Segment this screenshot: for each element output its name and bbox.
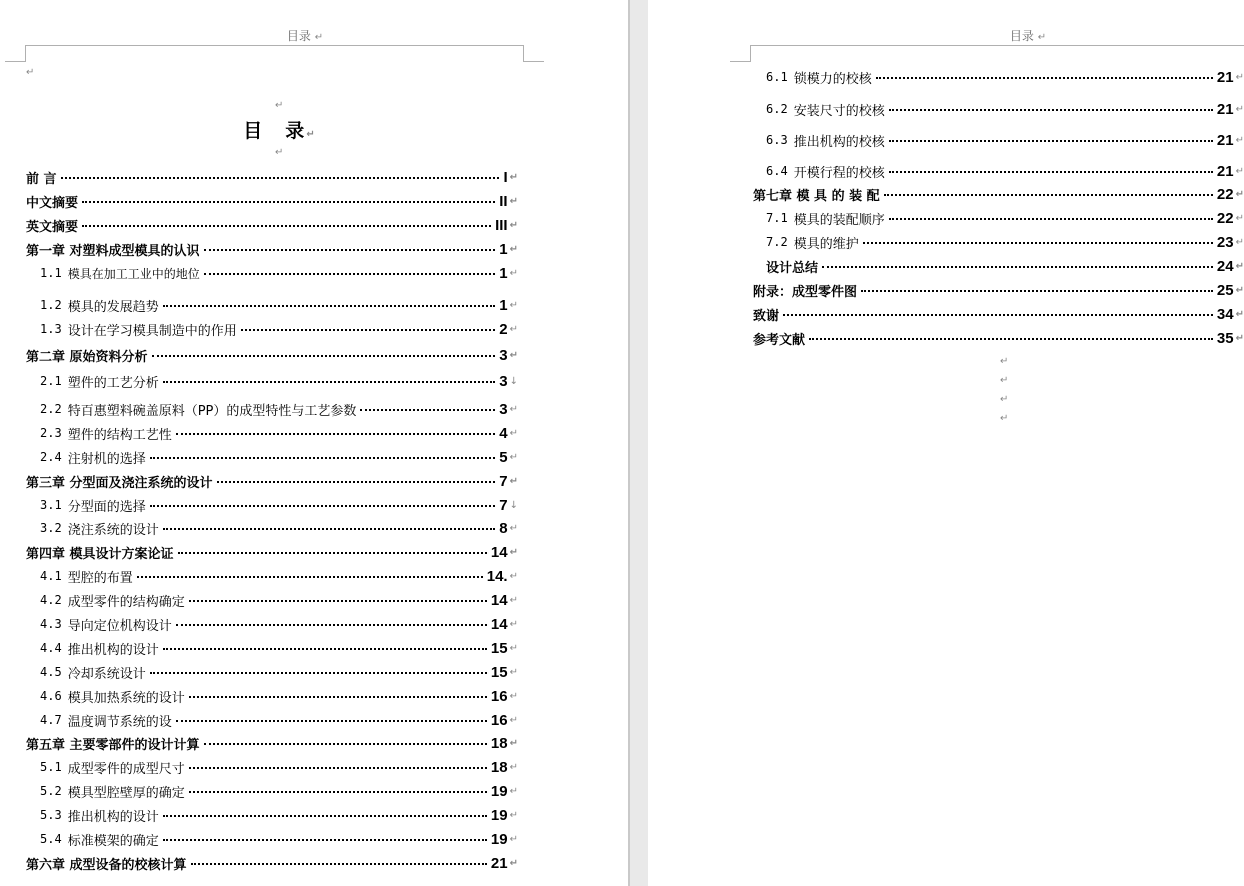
toc-subentry[interactable] <box>40 591 518 609</box>
toc-subentry[interactable] <box>40 519 518 537</box>
dot-leader <box>191 863 487 865</box>
paragraph-mark-icon: ↵ <box>509 171 518 183</box>
toc-section-number: 1.1 <box>40 266 62 280</box>
dot-leader <box>204 249 496 251</box>
toc-page-number: I <box>503 168 508 186</box>
toc-subentry[interactable] <box>766 68 1244 86</box>
toc-chapter-entry[interactable] <box>26 240 518 258</box>
toc-chapter-entry[interactable] <box>26 472 518 490</box>
toc-chapter-entry[interactable] <box>753 185 1244 203</box>
toc-section-number: 1.3 <box>40 322 62 336</box>
toc-chapter-entry[interactable] <box>26 192 518 210</box>
paragraph-mark-icon: ↵ <box>509 546 518 558</box>
header-line <box>25 45 523 46</box>
toc-entry-label: 型腔的布置 <box>67 570 133 586</box>
toc-page-number: 2 <box>499 320 508 338</box>
toc-subentry[interactable] <box>40 615 518 633</box>
toc-entry-label: 模具的维护 <box>793 236 859 252</box>
paragraph-mark-icon: ↵ <box>1000 394 1009 405</box>
toc-entry-label: 设计在学习模具制造中的作用 <box>67 323 237 339</box>
toc-page-number: 3 <box>499 372 508 390</box>
toc-section-number: 4.6 <box>40 689 62 703</box>
dot-leader <box>889 140 1213 142</box>
toc-entry-label: 前 言 <box>26 171 57 187</box>
toc-subentry[interactable] <box>40 806 518 824</box>
toc-subentry[interactable] <box>40 663 518 681</box>
paragraph-mark-icon: ↵ <box>509 299 518 311</box>
toc-section-number: 4.1 <box>40 569 62 583</box>
paragraph-mark-icon: ↵ <box>509 349 518 361</box>
toc-section-number: 5.2 <box>40 784 62 798</box>
toc-page-number: 14 <box>490 591 508 609</box>
toc-subentry[interactable] <box>40 320 518 338</box>
toc-section-number: 3.2 <box>40 521 62 535</box>
toc-section-number: 5.3 <box>40 808 62 822</box>
dot-leader <box>176 720 487 722</box>
toc-subentry[interactable] <box>40 782 518 800</box>
toc-section-number: 1.2 <box>40 298 62 312</box>
toc-subentry[interactable] <box>766 209 1244 227</box>
toc-page-number: 3 <box>499 346 508 364</box>
toc-page-number: 7 <box>499 496 508 514</box>
toc-chapter-entry[interactable] <box>26 543 518 561</box>
paragraph-mark-icon: ↵ <box>509 522 518 534</box>
paragraph-mark-icon: ↓ <box>509 375 518 387</box>
dot-leader <box>163 381 496 383</box>
paragraph-mark-icon: ↵ <box>1235 103 1244 115</box>
paragraph-mark-icon: ↵ <box>509 690 518 702</box>
dot-leader <box>163 648 487 650</box>
paragraph-mark-icon: ↵ <box>1235 236 1244 248</box>
header-text: 目录 <box>1009 29 1034 43</box>
page-header <box>25 27 585 44</box>
toc-section-number: 5.1 <box>40 760 62 774</box>
toc-page-number: 14 <box>490 543 508 561</box>
toc-subentry[interactable] <box>40 711 518 729</box>
paragraph-mark-icon: ↵ <box>1235 284 1244 296</box>
toc-page-number: 18 <box>490 758 508 776</box>
toc-entry-label: 塑件的结构工艺性 <box>67 427 172 443</box>
crop-mark <box>5 45 26 62</box>
dot-leader <box>150 457 496 459</box>
paragraph-mark-icon: ↵ <box>1235 71 1244 83</box>
dot-leader <box>783 314 1213 316</box>
paragraph-mark-icon: ↵ <box>1235 260 1244 272</box>
toc-entry-label: 第四章 模具设计方案论证 <box>26 546 174 562</box>
toc-chapter-entry[interactable] <box>753 281 1244 299</box>
dot-leader <box>809 338 1213 340</box>
paragraph-mark-icon: ↵ <box>509 737 518 749</box>
paragraph-mark-icon: ↵ <box>509 714 518 726</box>
paragraph-mark-icon: ↵ <box>509 427 518 439</box>
toc-subentry[interactable] <box>40 496 518 514</box>
toc-entry-label: 第七章 模 具 的 装 配 <box>753 188 880 204</box>
toc-page-number: 19 <box>490 782 508 800</box>
toc-entry-label: 英文摘要 <box>26 219 79 235</box>
toc-section-number: 2.1 <box>40 374 62 388</box>
dot-leader <box>884 194 1213 196</box>
dot-leader <box>189 696 487 698</box>
paragraph-mark-icon: ↵ <box>509 195 518 207</box>
toc-entry-label: 模具加热系统的设计 <box>67 690 185 706</box>
toc-page-number: 4 <box>499 424 508 442</box>
toc-entry-label: 标准模架的确定 <box>67 833 159 849</box>
dot-leader <box>163 815 487 817</box>
dot-leader <box>863 242 1213 244</box>
toc-page-number: 14 <box>490 615 508 633</box>
toc-section-number: 6.2 <box>766 102 788 116</box>
toc-page-number: 19 <box>490 806 508 824</box>
header-line <box>750 45 1244 46</box>
toc-entry-label: 中文摘要 <box>26 195 79 211</box>
toc-chapter-entry[interactable] <box>26 854 518 872</box>
toc-chapter-entry[interactable] <box>766 257 1244 275</box>
paragraph-mark-icon: ↵ <box>1000 413 1009 424</box>
toc-page-number: 15 <box>490 663 508 681</box>
toc-entry-label: 设计总结 <box>766 260 819 276</box>
paragraph-mark-icon: ↵ <box>1235 308 1244 320</box>
paragraph-mark-icon: ↵ <box>509 761 518 773</box>
toc-page-number: 16 <box>490 711 508 729</box>
toc-entry-label: 开模行程的校核 <box>793 165 885 181</box>
toc-page-number: 16 <box>490 687 508 705</box>
dot-leader <box>876 77 1213 79</box>
paragraph-mark-icon: ↵ <box>509 267 518 279</box>
dot-leader <box>163 305 496 307</box>
paragraph-mark-icon: ↵ <box>509 219 518 231</box>
paragraph-mark-icon: ↵ <box>509 833 518 845</box>
paragraph-mark-icon: ↵ <box>1000 375 1009 386</box>
toc-entry-label: 分型面的选择 <box>67 499 146 515</box>
dot-leader <box>82 201 495 203</box>
page-header <box>750 27 1244 44</box>
toc-entry-label: 第三章 分型面及浇注系统的设计 <box>26 475 213 491</box>
dot-leader <box>163 839 487 841</box>
dot-leader <box>176 433 496 435</box>
toc-page-number: 8 <box>499 519 508 537</box>
toc-subentry[interactable] <box>766 162 1244 180</box>
paragraph-mark-icon: ↵ <box>509 243 518 255</box>
toc-subentry[interactable] <box>40 448 518 466</box>
toc-section-number: 6.4 <box>766 164 788 178</box>
toc-subentry[interactable] <box>40 830 518 848</box>
toc-entry-label: 第六章 成型设备的校核计算 <box>26 857 187 873</box>
toc-page-number: 14. <box>486 567 508 585</box>
toc-entry-label: 推出机构的校核 <box>793 134 885 150</box>
dot-leader <box>861 290 1213 292</box>
toc-section-number: 2.2 <box>40 402 62 416</box>
dot-leader <box>217 481 496 483</box>
dot-leader <box>189 791 487 793</box>
dot-leader <box>360 409 495 411</box>
toc-subentry[interactable] <box>766 233 1244 251</box>
paragraph-mark-icon: ↵ <box>1235 212 1244 224</box>
paragraph-mark-icon: ↵ <box>509 785 518 797</box>
toc-page-number: II <box>499 192 508 210</box>
dot-leader <box>189 767 487 769</box>
toc-entry-label: 致谢 <box>753 308 780 324</box>
dot-leader <box>889 109 1213 111</box>
paragraph-mark-icon: ↵ <box>1037 32 1047 43</box>
toc-page-number: 18 <box>490 734 508 752</box>
toc-page-number: 25 <box>1216 281 1234 299</box>
toc-entry-label: 模具的装配顺序 <box>793 212 885 228</box>
toc-section-number: 6.1 <box>766 70 788 84</box>
toc-page-number: 19 <box>490 830 508 848</box>
toc-page-number: 15 <box>490 639 508 657</box>
crop-mark <box>730 45 751 62</box>
dot-leader <box>204 743 487 745</box>
toc-entry-label: 特百惠塑料碗盖原料（PP）的成型特性与工艺参数 <box>67 403 357 419</box>
crop-mark <box>523 45 544 62</box>
toc-page-number: 1 <box>499 264 508 282</box>
dot-leader <box>61 177 500 179</box>
paragraph-mark-icon: ↵ <box>509 594 518 606</box>
paragraph-mark-icon: ↵ <box>1235 188 1244 200</box>
toc-page-number: 22 <box>1216 209 1234 227</box>
toc-entry-label: 成型零件的结构确定 <box>67 594 185 610</box>
toc-page-number: 34 <box>1216 305 1234 323</box>
document-page-right <box>648 0 1244 886</box>
toc-subentry[interactable] <box>40 372 518 390</box>
toc-page-number: 5 <box>499 448 508 466</box>
toc-entry-label: 模具在加工工业中的地位 <box>67 266 200 281</box>
header-text: 目录 <box>286 29 311 43</box>
dot-leader <box>889 171 1213 173</box>
paragraph-mark-icon: ↵ <box>1235 134 1244 146</box>
dot-leader <box>82 225 491 227</box>
paragraph-mark-icon: ↵ <box>509 857 518 869</box>
paragraph-mark-icon: ↵ <box>509 403 518 415</box>
toc-section-number: 3.1 <box>40 498 62 512</box>
paragraph-mark-icon: ↵ <box>275 147 284 158</box>
toc-chapter-entry[interactable] <box>26 168 518 186</box>
toc-section-number: 2.3 <box>40 426 62 440</box>
dot-leader <box>889 218 1213 220</box>
toc-section-number: 7.2 <box>766 235 788 249</box>
toc-subentry[interactable] <box>766 131 1244 149</box>
toc-subentry[interactable] <box>40 400 518 418</box>
dot-leader <box>189 600 487 602</box>
toc-subentry[interactable] <box>766 100 1244 118</box>
toc-subentry[interactable] <box>40 264 518 282</box>
toc-entry-label: 成型零件的成型尺寸 <box>67 761 185 777</box>
toc-entry-label: 推出机构的设计 <box>67 642 159 658</box>
toc-entry-label: 温度调节系统的设 <box>67 714 172 730</box>
page-gutter <box>628 0 648 886</box>
paragraph-mark-icon: ↵ <box>275 100 284 111</box>
toc-entry-label: 第五章 主要零部件的设计计算 <box>26 737 200 753</box>
toc-page-number: 21 <box>1216 131 1234 149</box>
toc-subentry[interactable] <box>40 296 518 314</box>
paragraph-mark-icon: ↵ <box>26 67 35 78</box>
toc-subentry[interactable] <box>40 567 518 585</box>
toc-section-number: 2.4 <box>40 450 62 464</box>
toc-section-number: 4.3 <box>40 617 62 631</box>
dot-leader <box>150 672 487 674</box>
toc-page-number: 24 <box>1216 257 1234 275</box>
toc-page-number: 21 <box>1216 68 1234 86</box>
toc-subentry[interactable] <box>40 639 518 657</box>
paragraph-mark-icon: ↓ <box>509 499 518 511</box>
paragraph-mark-icon: ↵ <box>509 666 518 678</box>
paragraph-mark-icon: ↵ <box>1235 165 1244 177</box>
toc-entry-label: 安装尺寸的校核 <box>793 103 885 119</box>
toc-section-number: 5.4 <box>40 832 62 846</box>
toc-entry-label: 导向定位机构设计 <box>67 618 172 634</box>
dot-leader <box>152 355 496 357</box>
paragraph-mark-icon: ↵ <box>314 32 324 43</box>
paragraph-mark-icon: ↵ <box>509 475 518 487</box>
toc-subentry[interactable] <box>40 424 518 442</box>
dot-leader <box>178 552 487 554</box>
toc-title: 目 录↵ <box>243 120 317 142</box>
paragraph-mark-icon: ↵ <box>1235 332 1244 344</box>
toc-entry-label: 塑件的工艺分析 <box>67 375 159 391</box>
paragraph-mark-icon: ↵ <box>509 323 518 335</box>
toc-entry-label: 注射机的选择 <box>67 451 146 467</box>
toc-section-number: 4.5 <box>40 665 62 679</box>
toc-section-number: 6.3 <box>766 133 788 147</box>
dot-leader <box>163 528 496 530</box>
toc-entry-label: 锁模力的校核 <box>793 71 872 87</box>
toc-page-number: 21 <box>490 854 508 872</box>
dot-leader <box>241 329 496 331</box>
paragraph-mark-icon: ↵ <box>509 642 518 654</box>
toc-subentry[interactable] <box>40 758 518 776</box>
toc-section-number: 7.1 <box>766 211 788 225</box>
toc-entry-label: 推出机构的设计 <box>67 809 159 825</box>
dot-leader <box>176 624 487 626</box>
toc-page-number: 1 <box>499 240 508 258</box>
toc-subentry[interactable] <box>40 687 518 705</box>
toc-section-number: 4.2 <box>40 593 62 607</box>
dot-leader <box>204 273 496 275</box>
toc-entry-label: 模具型腔壁厚的确定 <box>67 785 185 801</box>
toc-entry-label: 附录：成型零件图 <box>753 284 858 300</box>
toc-chapter-entry[interactable] <box>753 329 1244 347</box>
toc-chapter-entry[interactable] <box>26 734 518 752</box>
paragraph-mark-icon: ↵ <box>1000 356 1009 367</box>
toc-entry-label: 第一章 对塑料成型模具的认识 <box>26 243 200 259</box>
toc-page-number: 35 <box>1216 329 1234 347</box>
toc-entry-label: 模具的发展趋势 <box>67 299 159 315</box>
toc-page-number: 1 <box>499 296 508 314</box>
toc-chapter-entry[interactable] <box>753 305 1244 323</box>
dot-leader <box>822 266 1213 268</box>
toc-entry-label: 浇注系统的设计 <box>67 522 159 538</box>
paragraph-mark-icon: ↵ <box>509 809 518 821</box>
toc-chapter-entry[interactable] <box>26 346 518 364</box>
toc-page-number: 21 <box>1216 162 1234 180</box>
toc-entry-label: 参考文献 <box>753 332 806 348</box>
toc-page-number: 7 <box>499 472 508 490</box>
paragraph-mark-icon: ↵ <box>509 451 518 463</box>
dot-leader <box>150 505 496 507</box>
paragraph-mark-icon: ↵ <box>509 618 518 630</box>
paragraph-mark-icon: ↵ <box>306 129 317 140</box>
paragraph-mark-icon: ↵ <box>509 570 518 582</box>
toc-chapter-entry[interactable] <box>26 216 518 234</box>
toc-page-number: 21 <box>1216 100 1234 118</box>
toc-section-number: 4.7 <box>40 713 62 727</box>
toc-page-number: III <box>495 216 508 234</box>
toc-page-number: 23 <box>1216 233 1234 251</box>
toc-page-number: 22 <box>1216 185 1234 203</box>
toc-page-number: 3 <box>499 400 508 418</box>
toc-entry-label: 第二章 原始资料分析 <box>26 349 148 365</box>
toc-section-number: 4.4 <box>40 641 62 655</box>
dot-leader <box>137 576 483 578</box>
toc-entry-label: 冷却系统设计 <box>67 666 146 682</box>
